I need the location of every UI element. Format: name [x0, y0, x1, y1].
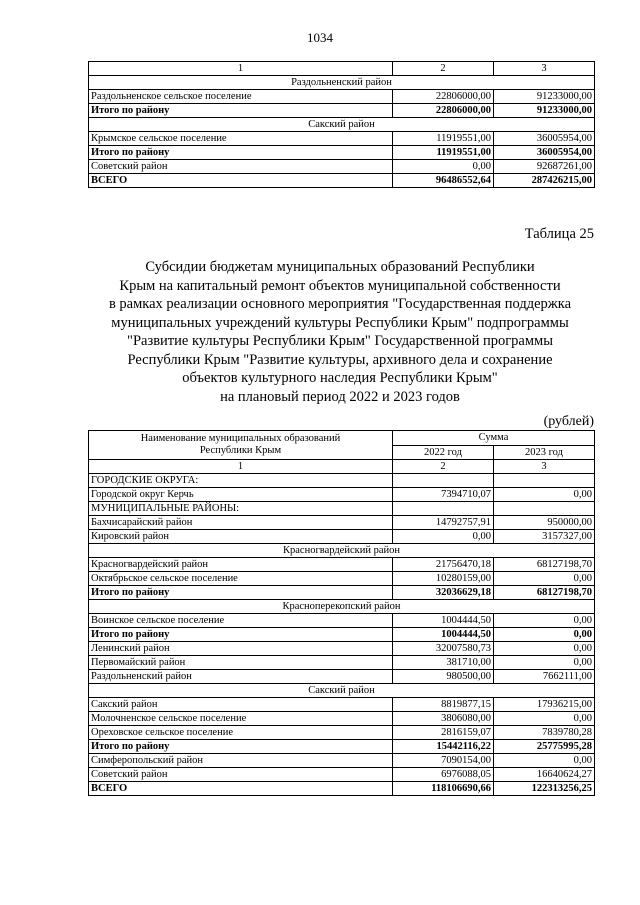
row-name: Советский район [89, 160, 393, 174]
row-name: ВСЕГО [89, 174, 393, 188]
value-cell: 32036629,18 [393, 586, 494, 600]
section-title: Сакский район [89, 118, 595, 132]
value-cell: 14792757,91 [393, 516, 494, 530]
table-row [89, 558, 595, 572]
value-cell: 11919551,00 [393, 146, 494, 160]
section-header-row [89, 544, 595, 558]
value-cell: 16640624,27 [494, 768, 595, 782]
row-name: Итого по району [89, 104, 393, 118]
subsidy-table [88, 430, 595, 796]
section-header-row [89, 118, 595, 132]
row-name: Кировский район [89, 530, 393, 544]
row-name: Сакский район [89, 698, 393, 712]
table-row [89, 530, 595, 544]
value-cell: 36005954,00 [494, 146, 595, 160]
value-cell: 91233000,00 [494, 90, 595, 104]
value-cell: 980500,00 [393, 670, 494, 684]
value-cell: 22806000,00 [393, 90, 494, 104]
table-header-row [89, 431, 595, 446]
row-name: ГОРОДСКИЕ ОКРУГА: [89, 474, 393, 488]
title-line: Крым на капитальный ремонт объектов муниципальной собственности [119, 277, 561, 294]
value-cell: 11919551,00 [393, 132, 494, 146]
value-cell: 950000,00 [494, 516, 595, 530]
table-row [89, 160, 595, 174]
value-cell: 36005954,00 [494, 132, 595, 146]
value-cell: 0,00 [393, 160, 494, 174]
column-number: 1 [89, 460, 393, 474]
value-cell: 25775995,28 [494, 740, 595, 754]
title-line: на плановый период 2022 и 2023 годов [220, 388, 460, 405]
row-name: Раздольненское сельское поселение [89, 90, 393, 104]
table-row [89, 516, 595, 530]
column-header-name-line1: Наименование муниципальных образований [140, 433, 341, 444]
row-name: Городской округ Керчь [89, 488, 393, 502]
row-name: Раздольненский район [89, 670, 393, 684]
value-cell [393, 474, 494, 488]
column-header-sum: Сумма [393, 431, 595, 446]
column-number: 2 [393, 460, 494, 474]
table-row [89, 768, 595, 782]
value-cell: 1004444,50 [393, 628, 494, 642]
table-row [89, 132, 595, 146]
value-cell: 287426215,00 [494, 174, 595, 188]
value-cell: 8819877,15 [393, 698, 494, 712]
total-row [89, 174, 595, 188]
column-header-name [89, 431, 393, 460]
value-cell: 118106690,66 [393, 782, 494, 796]
value-cell: 2816159,07 [393, 726, 494, 740]
row-name: Воинское сельское поселение [89, 614, 393, 628]
value-cell [393, 502, 494, 516]
section-header-row [89, 600, 595, 614]
table-row [89, 90, 595, 104]
value-cell: 0,00 [494, 642, 595, 656]
value-cell: 17936215,00 [494, 698, 595, 712]
row-name: Октябрьское сельское поселение [89, 572, 393, 586]
column-number: 3 [494, 62, 595, 76]
table-title [70, 258, 610, 406]
table-row [89, 502, 595, 516]
total-row [89, 146, 595, 160]
table-row [89, 656, 595, 670]
column-header-name-line2: Республики Крым [199, 445, 282, 456]
page-number: 1034 [307, 30, 333, 45]
table-header-row [89, 460, 595, 474]
table-row [89, 670, 595, 684]
table-header-row [89, 62, 595, 76]
value-cell: 15442116,22 [393, 740, 494, 754]
total-row [89, 628, 595, 642]
value-cell: 3157327,00 [494, 530, 595, 544]
table-row [89, 698, 595, 712]
value-cell: 0,00 [393, 530, 494, 544]
value-cell: 3806080,00 [393, 712, 494, 726]
value-cell: 7839780,28 [494, 726, 595, 740]
section-title: Красногвардейский район [89, 544, 595, 558]
column-header-2022: 2022 год [393, 446, 494, 460]
value-cell: 91233000,00 [494, 104, 595, 118]
table-row [89, 642, 595, 656]
row-name: Крымское сельское поселение [89, 132, 393, 146]
section-header-row [89, 76, 595, 90]
section-title: Красноперекопский район [89, 600, 595, 614]
title-line: муниципальных учреждений культуры Республики Крым" подпрограммы [111, 314, 569, 331]
table-row [89, 488, 595, 502]
value-cell: 96486552,64 [393, 174, 494, 188]
total-row [89, 782, 595, 796]
value-cell: 7090154,00 [393, 754, 494, 768]
table-row [89, 754, 595, 768]
total-row [89, 586, 595, 600]
table-row [89, 726, 595, 740]
total-row [89, 740, 595, 754]
value-cell: 0,00 [494, 488, 595, 502]
value-cell: 22806000,00 [393, 104, 494, 118]
total-row [89, 104, 595, 118]
value-cell: 122313256,25 [494, 782, 595, 796]
value-cell: 0,00 [494, 712, 595, 726]
table-row [89, 712, 595, 726]
title-line: "Развитие культуры Республики Крым" Государственной программы [127, 333, 553, 349]
row-name: Советский район [89, 768, 393, 782]
row-name: Первомайский район [89, 656, 393, 670]
row-name: Ореховское сельское поселение [89, 726, 393, 740]
section-title: Сакский район [89, 684, 595, 698]
title-line: Республики Крым "Развитие культуры, архивного дела и сохранение [127, 351, 553, 368]
value-cell: 32007580,73 [393, 642, 494, 656]
value-cell: 7662111,00 [494, 670, 595, 684]
value-cell: 0,00 [494, 614, 595, 628]
column-number: 3 [494, 460, 595, 474]
table-row [89, 572, 595, 586]
row-name: Красногвардейский район [89, 558, 393, 572]
row-name: Итого по району [89, 586, 393, 600]
row-name: Итого по району [89, 740, 393, 754]
value-cell: 92687261,00 [494, 160, 595, 174]
table-label: Таблица 25 [524, 226, 594, 242]
row-name: Ленинский район [89, 642, 393, 656]
unit-label: (рублей) [543, 414, 594, 429]
column-number: 1 [89, 62, 393, 76]
top-table [88, 61, 595, 188]
value-cell: 0,00 [494, 656, 595, 670]
value-cell: 0,00 [494, 628, 595, 642]
value-cell: 381710,00 [393, 656, 494, 670]
row-name: ВСЕГО [89, 782, 393, 796]
value-cell [494, 474, 595, 488]
row-name: Итого по району [89, 628, 393, 642]
row-name: Симферопольский район [89, 754, 393, 768]
column-number: 2 [393, 62, 494, 76]
value-cell [494, 502, 595, 516]
value-cell: 6976088,05 [393, 768, 494, 782]
column-header-2023: 2023 год [494, 446, 595, 460]
value-cell: 1004444,50 [393, 614, 494, 628]
value-cell: 21756470,18 [393, 558, 494, 572]
row-name: Бахчисарайский район [89, 516, 393, 530]
table-row [89, 474, 595, 488]
value-cell: 0,00 [494, 754, 595, 768]
value-cell: 0,00 [494, 572, 595, 586]
section-title: Раздольненский район [89, 76, 595, 90]
row-name: МУНИЦИПАЛЬНЫЕ РАЙОНЫ: [89, 502, 393, 516]
value-cell: 68127198,70 [494, 558, 595, 572]
section-header-row [89, 684, 595, 698]
table-row [89, 614, 595, 628]
title-line: объектов культурного наследия Республики Крым" [182, 370, 498, 386]
row-name: Молочненское сельское поселение [89, 712, 393, 726]
value-cell: 10280159,00 [393, 572, 494, 586]
title-line: Субсидии бюджетам муниципальных образований Республики [145, 259, 535, 275]
value-cell: 68127198,70 [494, 586, 595, 600]
title-line: в рамках реализации основного мероприятия "Государственная поддержка [108, 296, 572, 312]
value-cell: 7394710,07 [393, 488, 494, 502]
row-name: Итого по району [89, 146, 393, 160]
